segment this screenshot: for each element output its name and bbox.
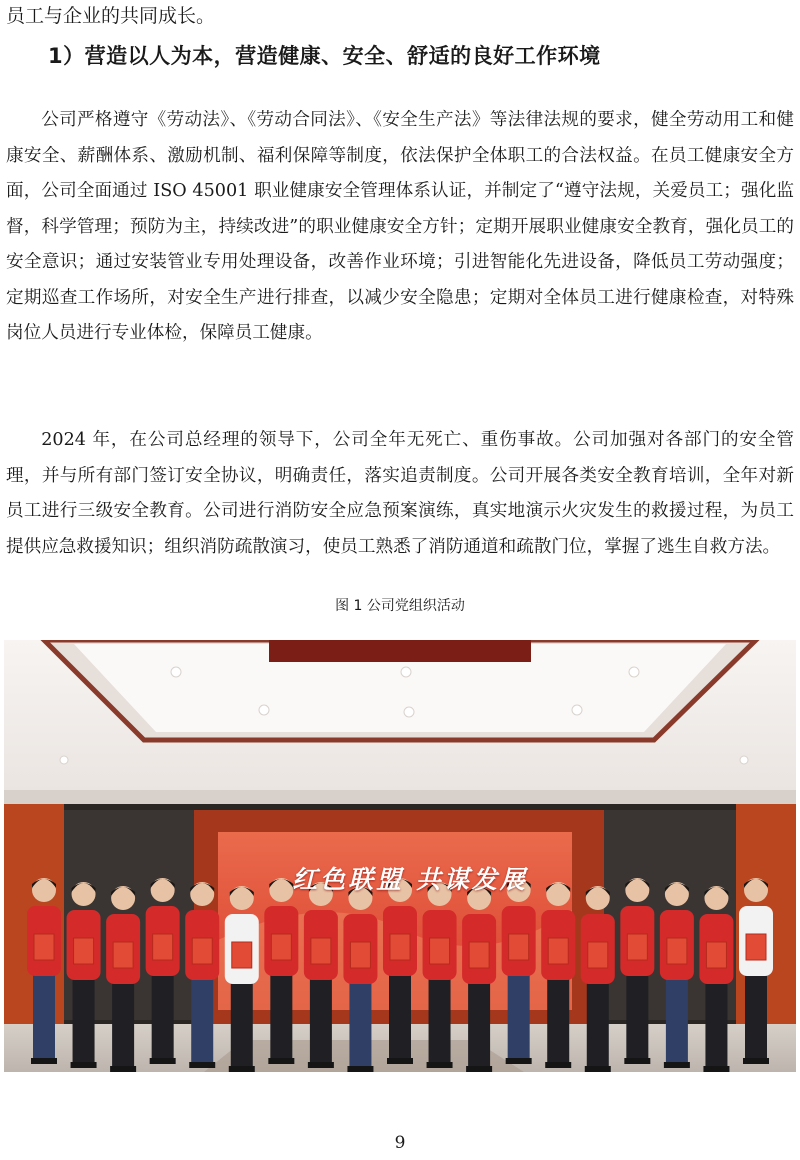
paragraph-safety-policy: 公司严格遵守《劳动法》、《劳动合同法》、《安全生产法》等法律法规的要求，健全劳动用工和健康安全、薪酬体系、激励机制、福利保障等制度，依法保护全体职工的合法权益。在员工健康安全方面，公司全面通过 ISO 45001 职业健康安全管理体系认证，并制定了“遵守法规，关爱员工；强化监督，科学管理；预防为主，持续改进”的职业健康安全方针；定期开展职业健康安全教育，强化员工的安全意识；通过安装管业专用处理设备，改善作业环境；引进智能化先进设备，降低员工劳动强度；定期巡查工作场所，对安全生产进行排查，以减少安全隐患；定期对全体员工进行健康检查，对特殊岗位人员进行专业体检，保障员工健康。 [6, 110, 794, 343]
figure-caption: 图 1 公司党组织活动 [335, 598, 465, 614]
group-photo [4, 640, 796, 1072]
page-number: 9 [394, 1133, 406, 1153]
section-heading: 1）营造以人为本，营造健康、安全、舒适的良好工作环境 [48, 44, 601, 68]
lead-line: 员工与企业的共同成长。 [6, 5, 216, 27]
paragraph-2024-safety: 2024 年，在公司总经理的领导下，公司全年无死亡、重伤事故。公司加强对各部门的安全管理，并与所有部门签订安全协议，明确责任，落实追责制度。公司开展各类安全教育培训，全年对新员工进行三级安全教育。公司进行消防安全应急预案演练，真实地演示火灾发生的救援过程，为员工提供应急救援知识；组织消防疏散演习，使员工熟悉了消防通道和疏散门位，掌握了逃生自救方法。 [6, 430, 794, 557]
banner-slogan: 红色联盟 共谋发展 [292, 865, 528, 894]
group-photo-illustration [4, 640, 796, 1072]
